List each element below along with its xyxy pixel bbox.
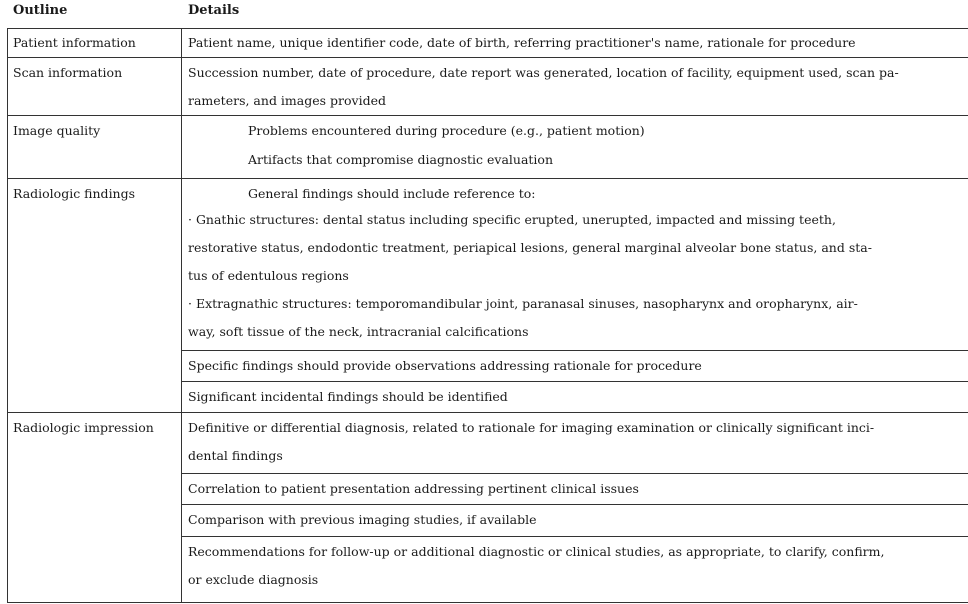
outline-scan-information: Scan information [13, 65, 123, 80]
rule-column-divider [181, 28, 182, 602]
details-scan-line-1: Succession number, date of procedure, date report was generated, location of facility, equipment used, scan pa- [188, 65, 899, 80]
details-extragnathic-line-1: · Extragnathic structures: temporomandibular joint, paranasal sinuses, nasopharynx and oropharynx, air- [188, 296, 858, 311]
rule-left [7, 28, 8, 602]
details-gnathic-line-1: · Gnathic structures: dental status including specific erupted, unerupted, impacted and missing teeth, [188, 212, 836, 227]
outline-radiologic-findings: Radiologic findings [13, 186, 136, 201]
details-quality-line-2: Artifacts that compromise diagnostic evaluation [248, 152, 554, 167]
header-details: Details [188, 3, 240, 18]
details-gnathic-line-3: tus of edentulous regions [188, 268, 349, 283]
rule-bottom [7, 602, 968, 603]
outline-patient-information: Patient information [13, 35, 136, 50]
rule-scan [7, 115, 968, 116]
details-recommendations-line-2: or exclude diagnosis [188, 572, 319, 587]
details-extragnathic-line-2: way, soft tissue of the neck, intracranial calcifications [188, 324, 529, 339]
details-gnathic-line-2: restorative status, endodontic treatment, periapical lesions, general marginal alveolar bone status, and sta- [188, 240, 872, 255]
header-outline: Outline [13, 3, 68, 18]
rule-quality [7, 178, 968, 179]
details-incidental-findings: Significant incidental findings should be identified [188, 389, 508, 404]
outline-image-quality: Image quality [13, 123, 101, 138]
rule-comparison [181, 536, 968, 537]
details-general-intro: General findings should include reference to: [248, 186, 536, 201]
rule-findings [7, 412, 968, 413]
details-correlation: Correlation to patient presentation addressing pertinent clinical issues [188, 481, 639, 496]
details-definitive-line-1: Definitive or differential diagnosis, related to rationale for imaging examination or clinically significant inci- [188, 420, 875, 435]
details-definitive-line-2: dental findings [188, 448, 283, 463]
details-quality-line-1: Problems encountered during procedure (e.g., patient motion) [248, 123, 645, 138]
details-specific-findings: Specific findings should provide observations addressing rationale for procedure [188, 358, 702, 373]
rule-definitive [181, 473, 968, 474]
rule-general-findings [181, 350, 968, 351]
details-patient-information: Patient name, unique identifier code, date of birth, referring practitioner's name, rationale for procedure [188, 35, 856, 50]
outline-radiologic-impression: Radiologic impression [13, 420, 154, 435]
details-comparison: Comparison with previous imaging studies, if available [188, 512, 537, 527]
rule-patient [7, 57, 968, 58]
rule-specific-findings [181, 381, 968, 382]
details-scan-line-2: rameters, and images provided [188, 93, 386, 108]
details-recommendations-line-1: Recommendations for follow-up or additional diagnostic or clinical studies, as appropriate, to clarify, confirm, [188, 544, 885, 559]
rule-correlation [181, 504, 968, 505]
report-outline-table [7, 0, 968, 603]
